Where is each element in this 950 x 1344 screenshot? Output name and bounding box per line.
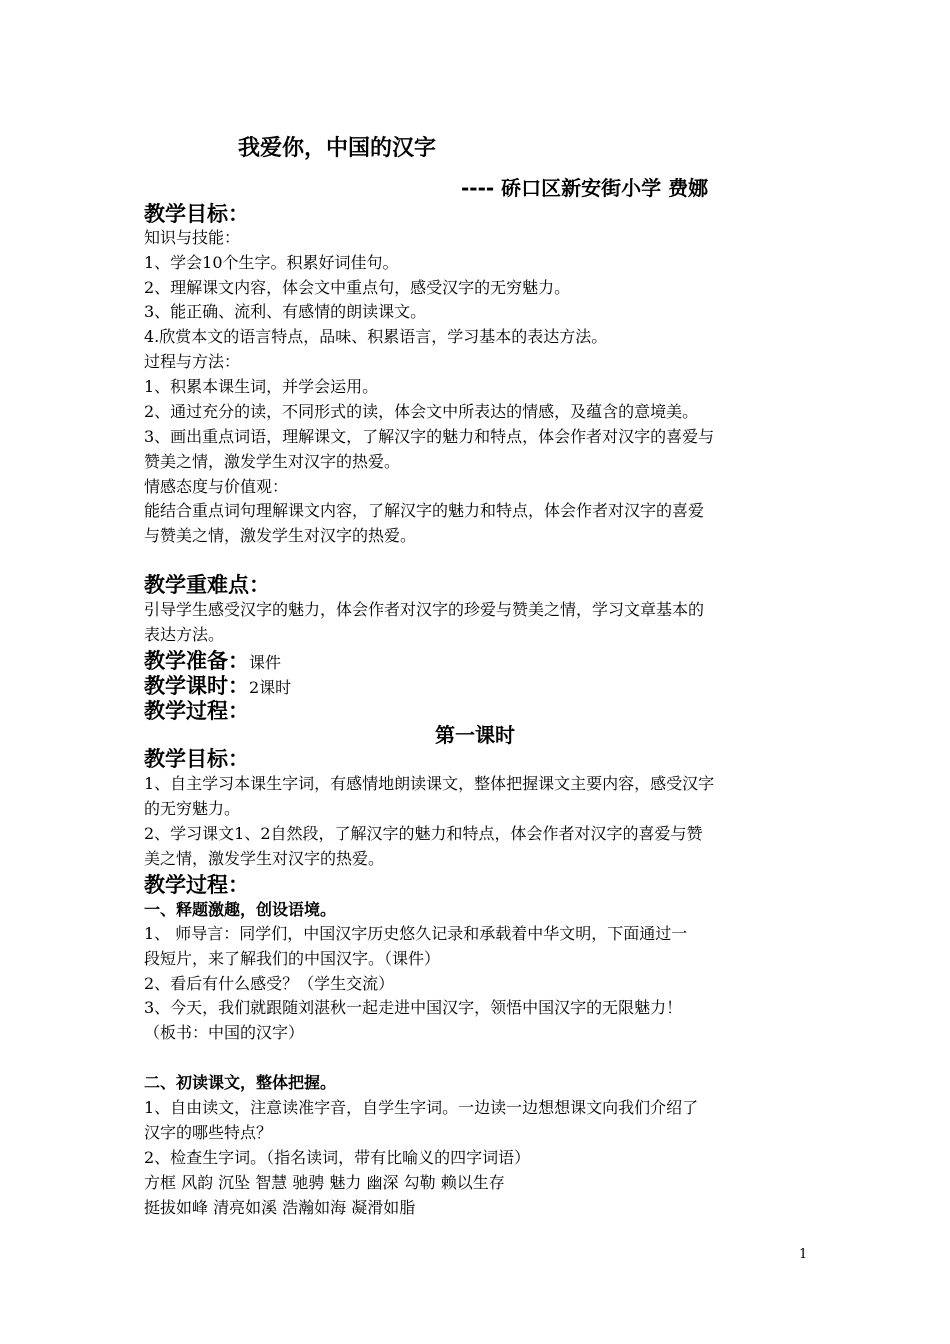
process-item: 1、积累本课生词，并学会运用。 [144,377,379,396]
attitude-text: 与赞美之情，激发学生对汉字的热爱。 [144,526,417,545]
lesson1-objective-line: 1、自主学习本课生字词，有感情地朗读课文，整体把握课文主要内容，感受汉字 [144,774,715,793]
section1-line: 3、今天，我们就跟随刘湛秋一起走进中国汉字，领悟中国汉字的无限魅力！ [144,998,683,1017]
vocabulary-line: 挺拔如峰 清亮如溪 浩瀚如海 凝滑如脂 [144,1198,416,1217]
section2-line: 1、自由读文，注意读准字音，自学生字词。一边读一边想想课文向我们介绍了 [144,1098,699,1117]
hours-row [144,673,291,701]
knowledge-label: 知识与技能： [144,228,241,247]
hours-label: 教学课时： [144,674,249,698]
lesson1-process-heading: 教学过程： [144,873,249,897]
preparation-row [144,648,281,676]
lesson1-objectives-heading: 教学目标： [144,747,249,771]
author-line: ---- 硚口区新安街小学 费娜 [461,176,709,200]
process-item: 3、画出重点词语，理解课文，了解汉字的魅力和特点，体会作者对汉字的喜爱与 [144,427,715,446]
section2-line: 2、检查生字词。（指名读词，带有比喻义的四字词语） [144,1148,531,1167]
knowledge-item: 4.欣赏本文的语言特点，品味、积累语言，学习基本的表达方法。 [144,327,608,346]
section1-line: 1、 师导言：同学们，中国汉字历史悠久记录和承载着中华文明，下面通过一 [144,924,688,943]
lesson1-objective-line: 2、学习课文1、2自然段，了解汉字的魅力和特点，体会作者对汉字的喜爱与赞 [144,824,703,843]
attitude-text: 能结合重点词句理解课文内容，了解汉字的魅力和特点，体会作者对汉字的喜爱 [144,501,705,520]
key-points-text: 引导学生感受汉字的魅力，体会作者对汉字的珍爱与赞美之情，学习文章基本的 [144,600,705,619]
knowledge-item: 3、能正确、流利、有感情的朗读课文。 [144,302,427,321]
process-label: 过程与方法： [144,352,241,371]
attitude-label: 情感态度与价值观： [144,477,289,496]
lesson1-objective-line: 的无穷魅力。 [144,799,241,818]
vocabulary-line: 方框 风韵 沉坠 智慧 驰骋 魅力 幽深 勾勒 赖以生存 [144,1173,505,1192]
knowledge-item: 1、学会10个生字。积累好词佳句。 [144,253,399,272]
section1-line: （板书：中国的汉字） [144,1023,305,1042]
section2-line: 汉字的哪些特点？ [144,1123,273,1142]
process-item: 2、通过充分的读，不同形式的读，体会文中所表达的情感，及蕴含的意境美。 [144,402,699,421]
hours-value: 2课时 [249,678,292,697]
section1-line: 段短片，来了解我们的中国汉字。（课件） [144,949,441,968]
document-title: 我爱你，中国的汉字 [238,136,437,161]
key-points-text: 表达方法。 [144,625,225,644]
key-points-heading: 教学重难点： [144,573,270,597]
objectives-heading: 教学目标： [144,202,249,226]
lesson1-heading: 第一课时 [435,723,515,747]
preparation-value: 课件 [249,653,282,672]
section1-line: 2、看后有什么感受？（学生交流） [144,974,395,993]
knowledge-item: 2、理解课文内容，体会文中重点句，感受汉字的无穷魅力。 [144,278,571,297]
page-number: 1 [799,1247,808,1262]
lesson1-objective-line: 美之情，激发学生对汉字的热爱。 [144,849,385,868]
section1-heading: 一、释题激趣，创设语境。 [144,900,337,919]
preparation-label: 教学准备： [144,649,249,673]
process-item: 赞美之情，激发学生对汉字的热爱。 [144,452,401,471]
process-heading: 教学过程： [144,699,249,723]
section2-heading: 二、初读课文，整体把握。 [144,1073,337,1092]
